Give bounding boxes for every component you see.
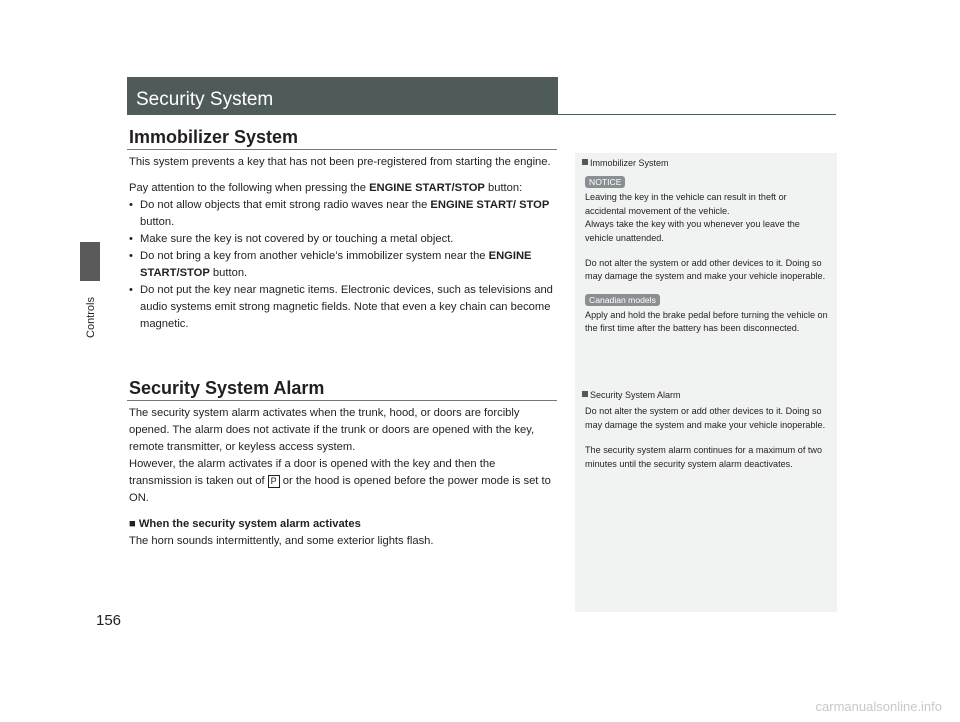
alarm-heading: Security System Alarm xyxy=(129,378,325,398)
heading-rule xyxy=(127,400,557,401)
title-rule xyxy=(558,114,836,115)
section-title-bar xyxy=(127,77,558,115)
alarm-para-1: The security system alarm activates when the trunk, hood, or doors are forcibly opened. The alarm does not activate if the trunk or doors are opened with the key, remote transmitter, or keyless access system. xyxy=(129,407,535,453)
immobilizer-body xyxy=(129,154,561,333)
chapter-label: Controls xyxy=(85,297,97,338)
park-key-icon: P xyxy=(268,475,280,488)
note-title: Security System Alarm xyxy=(582,389,830,402)
immobilizer-intro: This system prevents a key that has not been pre-registered from starting the engine. xyxy=(129,156,551,168)
alarm-note xyxy=(582,389,830,471)
list-item: • Make sure the key is not covered by or touching a metal object. xyxy=(129,231,561,248)
attention-text: Pay attention to the following when pressing the ENGINE START/STOP button: xyxy=(129,182,523,194)
note-marker-icon xyxy=(582,391,588,397)
notice-text: Do not alter the system or add other devices to it. Doing so may damage the system and make your vehicle inoperable. xyxy=(585,258,826,282)
notice-text: Always take the key with you whenever you leave the vehicle unattended. xyxy=(585,219,800,243)
canadian-text: Apply and hold the brake pedal before turning the vehicle on the first time after the battery has been disconnected. xyxy=(585,309,828,334)
alarm-note-text: The security system alarm continues for a maximum of two minutes until the security system alarm deactivates. xyxy=(585,445,823,469)
chapter-tab xyxy=(80,242,100,281)
page-number: 156 xyxy=(96,612,122,629)
immobilizer-bullet-list xyxy=(129,197,561,333)
canadian-models-badge: Canadian models xyxy=(585,294,660,306)
alarm-para-2: However, the alarm activates if a door is opened with the key and then the transmission is taken out of P or the hood is opened before the power mode is set to ON. xyxy=(129,458,551,504)
note-marker-icon xyxy=(582,159,588,165)
list-item: • Do not put the key near magnetic items. Electronic devices, such as televisions and audio systems emit strong magnetic fields. Note that even a key chain can become magnetic. xyxy=(129,282,561,333)
alarm-body xyxy=(129,405,561,550)
note-title: Immobilizer System xyxy=(582,157,830,170)
alarm-note-text: Do not alter the system or add other devices to it. Doing so may damage the system and make your vehicle inoperable. xyxy=(585,406,826,430)
notice-badge: NOTICE xyxy=(585,176,625,188)
list-item: • Do not allow objects that emit strong radio waves near the ENGINE START/ STOP button. xyxy=(129,197,561,231)
section-title: Security System xyxy=(136,89,274,110)
list-item: • Do not bring a key from another vehicle’s immobilizer system near the ENGINE START/STOP button. xyxy=(129,248,561,282)
alarm-subtext: The horn sounds intermittently, and some exterior lights flash. xyxy=(129,535,434,547)
watermark: carmanualsonline.info xyxy=(815,699,942,714)
alarm-subhead: ■ When the security system alarm activates xyxy=(129,518,361,530)
immobilizer-note xyxy=(582,157,830,336)
notice-text: Leaving the key in the vehicle can result in theft or accidental movement of the vehicle. xyxy=(585,192,787,216)
heading-rule xyxy=(127,149,557,150)
immobilizer-heading: Immobilizer System xyxy=(129,127,299,147)
